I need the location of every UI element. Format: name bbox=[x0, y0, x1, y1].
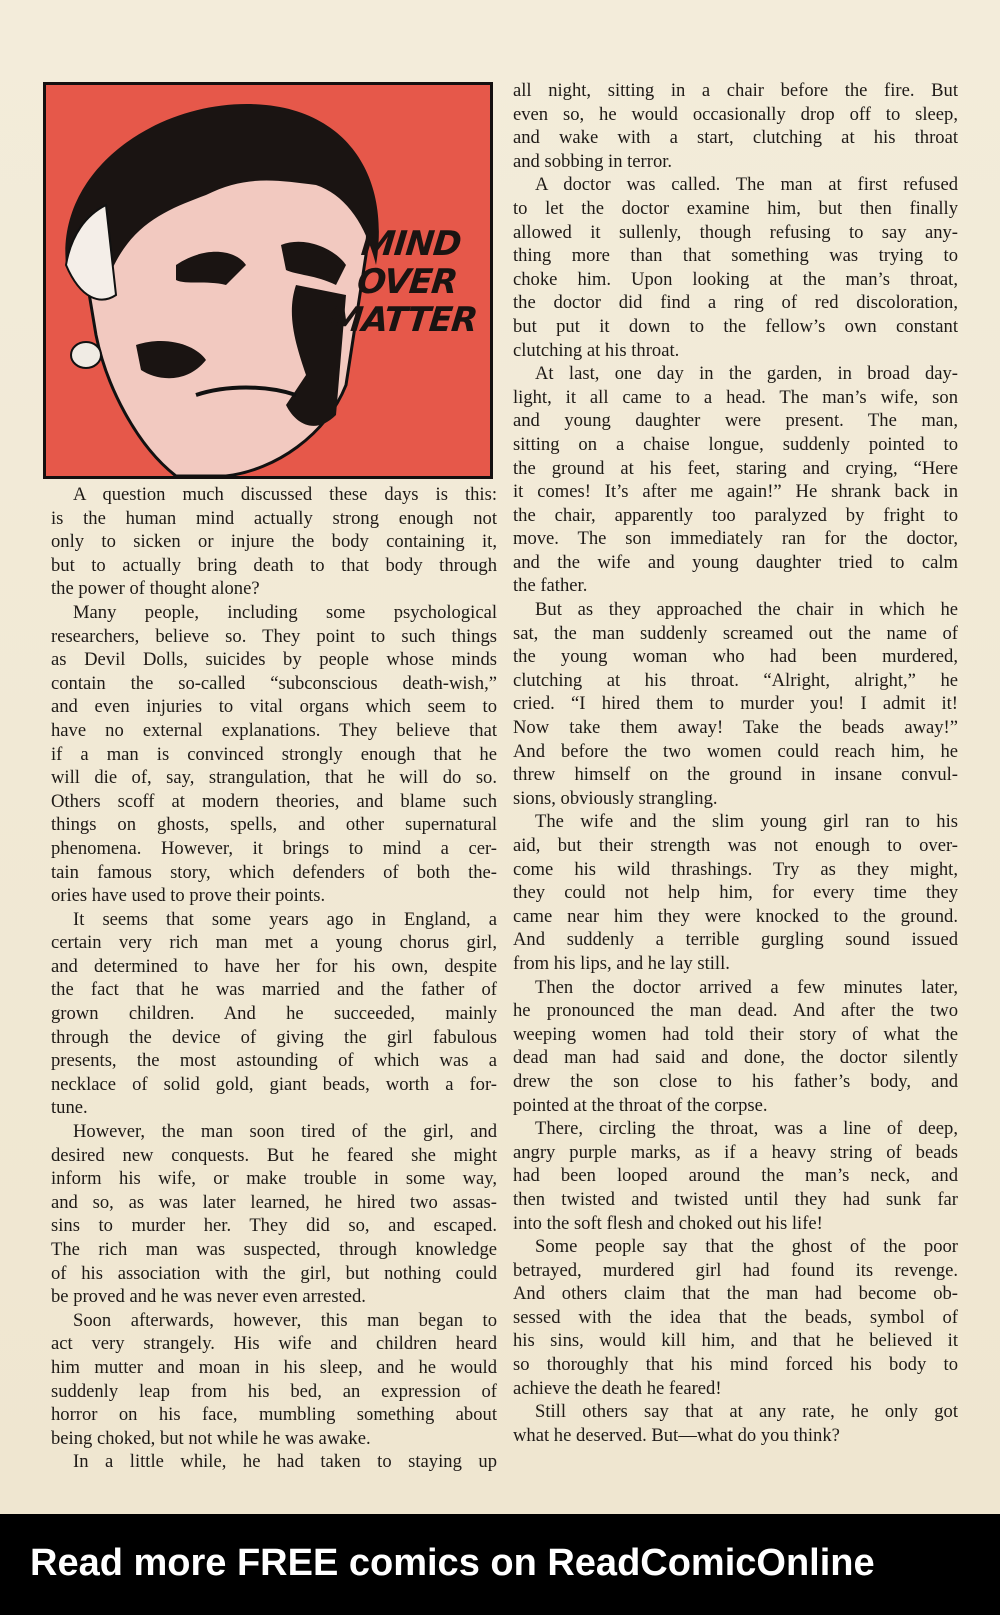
text-line: and so, as was later learned, he hired two assas- bbox=[51, 1191, 497, 1213]
text-line: so thoroughly that his mind forced his body to bbox=[513, 1354, 958, 1376]
text-line: as Devil Dolls, suicides by people whose minds bbox=[51, 649, 497, 671]
text-line: But as they approached the chair in which he bbox=[535, 599, 958, 621]
text-line: be proved and he was never even arrested. bbox=[51, 1286, 366, 1308]
text-line: weeping women had told their story of what the bbox=[513, 1023, 958, 1045]
text-line: of his association with the girl, but nothing could bbox=[51, 1262, 497, 1284]
paragraph bbox=[513, 598, 958, 810]
text-line: Soon afterwards, however, this man began to bbox=[73, 1309, 497, 1331]
text-line: necklace of solid gold, giant beads, worth a for- bbox=[51, 1073, 497, 1095]
text-line: horror on his face, mumbling something about bbox=[51, 1404, 497, 1426]
text-line: dead man had said and done, the doctor silently bbox=[513, 1047, 958, 1069]
text-line: There, circling the throat, was a line of deep, bbox=[535, 1118, 958, 1140]
text-line: even so, he would occasionally drop off to sleep, bbox=[513, 103, 958, 125]
text-line: being choked, but not while he was awake. bbox=[51, 1427, 371, 1449]
text-line: A doctor was called. The man at first refused bbox=[535, 174, 958, 196]
text-line: what he deserved. But—what do you think? bbox=[513, 1424, 840, 1446]
text-line: angry purple marks, as if a heavy string of beads bbox=[513, 1141, 958, 1163]
text-line: if a man is convinced strongly enough that he bbox=[51, 743, 497, 765]
text-line: desired new conquests. But he feared she might bbox=[51, 1144, 497, 1166]
text-line: sitting on a chaise longue, suddenly pointed to bbox=[513, 433, 958, 455]
text-line: The wife and the slim young girl ran to his bbox=[535, 811, 958, 833]
text-line: it comes! It’s after me again!” He shrank back in bbox=[513, 481, 958, 503]
text-line: is the human mind actually strong enough not bbox=[51, 507, 497, 529]
story-title bbox=[326, 225, 488, 339]
text-line: choke him. Upon looking at the man’s throat, bbox=[513, 268, 958, 290]
text-line: move. The son immediately ran for the doctor, bbox=[513, 528, 958, 550]
text-line: clutching at his throat. bbox=[513, 339, 680, 361]
text-line: A question much discussed these days is this: bbox=[73, 484, 497, 505]
promo-banner[interactable] bbox=[0, 1514, 1000, 1615]
text-line: sat, the man suddenly screamed out the name of bbox=[513, 622, 958, 644]
text-line: phenomena. However, it brings to mind a cer- bbox=[51, 837, 497, 859]
text-line: threw himself on the ground in insane convul- bbox=[513, 764, 958, 786]
text-line: ories have used to prove their points. bbox=[51, 885, 326, 907]
text-line: through the device of giving the girl fabulous bbox=[51, 1026, 497, 1048]
text-line: the chair, apparently too paralyzed by fright to bbox=[513, 504, 958, 526]
text-line: sions, obviously strangling. bbox=[513, 787, 718, 809]
text-line: Still others say that at any rate, he only got bbox=[535, 1401, 958, 1423]
title-line: MATTER bbox=[327, 300, 479, 340]
text-line: However, the man soon tired of the girl, and bbox=[73, 1121, 497, 1143]
paragraph bbox=[513, 1235, 958, 1400]
text-line: and young daughter were present. The man, bbox=[513, 410, 958, 432]
text-line: and wake with a start, clutching at his throat bbox=[513, 127, 958, 149]
text-line: And others claim that the man had become ob- bbox=[513, 1283, 958, 1305]
paragraph bbox=[513, 976, 958, 1118]
text-line: sessed with the idea that the beads, symbol of bbox=[513, 1306, 958, 1328]
text-line: they could not help him, for every time they bbox=[513, 882, 958, 904]
text-line: his sins, would kill him, and that he believed it bbox=[513, 1330, 958, 1352]
text-line: Now take them away! Take the beads away!” bbox=[513, 717, 958, 739]
text-line: only to sicken or injure the body containing it, bbox=[51, 531, 497, 553]
text-line: aid, but their strength was not enough to over- bbox=[513, 835, 958, 856]
text-line: into the soft flesh and choked out his life! bbox=[513, 1212, 823, 1234]
text-line: The rich man was suspected, through knowledge bbox=[51, 1239, 497, 1260]
title-panel bbox=[43, 82, 493, 479]
text-line: grown children. And he succeeded, mainly bbox=[51, 1003, 497, 1025]
text-line: betrayed, murdered girl had found its revenge. bbox=[513, 1259, 958, 1281]
text-line: have no external explanations. They believe that bbox=[51, 719, 497, 741]
text-line: from his lips, and he lay still. bbox=[513, 952, 730, 974]
text-line: act very strangely. His wife and children heard bbox=[51, 1333, 497, 1355]
text-line: him mutter and moan in his sleep, and he would bbox=[51, 1356, 497, 1378]
paragraph bbox=[51, 601, 497, 908]
paragraph bbox=[51, 1120, 497, 1309]
text-line: the young woman who had been murdered, bbox=[513, 646, 958, 668]
text-line: the fact that he was married and the father of bbox=[51, 979, 497, 1001]
paragraph bbox=[513, 1117, 958, 1235]
text-line: cried. “I hired them to murder you! I admit it! bbox=[513, 693, 958, 715]
text-line: and sobbing in terror. bbox=[513, 150, 673, 172]
text-line: Then the doctor arrived a few minutes later, bbox=[535, 976, 958, 998]
paragraph bbox=[513, 173, 958, 362]
text-line: then twisted and twisted until they had sunk far bbox=[513, 1188, 958, 1210]
text-line: but put it down to the fellow’s own constant bbox=[513, 315, 958, 337]
text-line: sins to murder her. They did so, and escaped. bbox=[51, 1215, 497, 1237]
text-line: suddenly leap from his bed, an expression of bbox=[51, 1380, 497, 1402]
text-line: researchers, believe so. They point to such things bbox=[51, 625, 497, 647]
text-line: light, it all came to a head. The man’s wife, son bbox=[513, 386, 958, 408]
paragraph bbox=[51, 908, 497, 1120]
text-line: inform his wife, or make trouble in some way, bbox=[51, 1168, 497, 1190]
text-line: presents, the most astounding of which was a bbox=[51, 1050, 497, 1072]
text-line: certain very rich man met a young chorus girl, bbox=[51, 932, 497, 954]
text-line: the father. bbox=[513, 575, 588, 597]
text-line: pointed at the throat of the corpse. bbox=[513, 1094, 768, 1116]
text-line: came near him they were knocked to the ground. bbox=[513, 905, 958, 927]
text-line: he pronounced the man dead. And after the two bbox=[513, 1000, 958, 1022]
paragraph bbox=[51, 483, 497, 601]
text-line: It seems that some years ago in England, a bbox=[73, 908, 497, 930]
skull-earring-icon bbox=[71, 342, 101, 368]
text-line: allowed it sullenly, though refusing to say any- bbox=[513, 221, 958, 243]
text-line: and even injuries to vital organs which seem to bbox=[51, 696, 497, 718]
text-line: clutching at his throat. “Alright, alright,” he bbox=[513, 669, 958, 691]
paragraph bbox=[513, 79, 958, 173]
paragraph bbox=[513, 362, 958, 598]
text-line: the ground at his feet, staring and crying, “Here bbox=[513, 457, 958, 479]
text-line: come his wild thrashings. Try as they might, bbox=[513, 858, 958, 880]
title-line: MIND bbox=[359, 224, 463, 264]
paragraph bbox=[51, 1309, 497, 1451]
text-line: and determined to have her for his own, despite bbox=[51, 955, 497, 977]
text-line: but to actually bring death to that body through bbox=[51, 554, 497, 576]
text-line: In a little while, he had taken to staying up bbox=[73, 1451, 497, 1473]
promo-banner-text[interactable]: Read more FREE comics on ReadComicOnline bbox=[30, 1542, 875, 1584]
text-line: contain the so-called “subconscious death-wish,” bbox=[51, 672, 497, 694]
left-text-column bbox=[51, 483, 497, 1474]
text-line: the doctor did find a ring of red discoloration, bbox=[513, 292, 958, 314]
text-line: drew the son close to his father’s body, and bbox=[513, 1070, 958, 1092]
text-line: and the wife and young daughter tried to calm bbox=[513, 551, 958, 573]
text-line: to let the doctor examine him, but then finally bbox=[513, 197, 958, 219]
paragraph bbox=[513, 810, 958, 975]
title-line: OVER bbox=[355, 262, 459, 302]
text-line: all night, sitting in a chair before the fire. But bbox=[513, 80, 958, 101]
text-line: tain famous story, which defenders of both the- bbox=[51, 861, 497, 883]
text-line: things on ghosts, spells, and other supernatural bbox=[51, 814, 497, 836]
paragraph bbox=[51, 1450, 497, 1474]
text-line: had been looped around the man’s neck, and bbox=[513, 1165, 958, 1187]
text-line: Some people say that the ghost of the poor bbox=[535, 1236, 958, 1258]
text-line: At last, one day in the garden, in broad day- bbox=[535, 363, 958, 385]
text-line: thing more than that something was trying to bbox=[513, 245, 958, 267]
text-line: And before the two women could reach him, he bbox=[513, 740, 958, 762]
text-line: tune. bbox=[51, 1097, 88, 1119]
right-text-column bbox=[513, 79, 958, 1447]
text-line: achieve the death he feared! bbox=[513, 1377, 722, 1399]
text-line: will die of, say, strangulation, that he will do so. bbox=[51, 767, 497, 789]
text-line: And suddenly a terrible gurgling sound issued bbox=[513, 929, 958, 951]
text-line: Others scoff at modern theories, and blame such bbox=[51, 790, 497, 812]
text-line: the power of thought alone? bbox=[51, 578, 260, 600]
paragraph bbox=[513, 1400, 958, 1447]
text-line: Many people, including some psychological bbox=[73, 601, 497, 623]
